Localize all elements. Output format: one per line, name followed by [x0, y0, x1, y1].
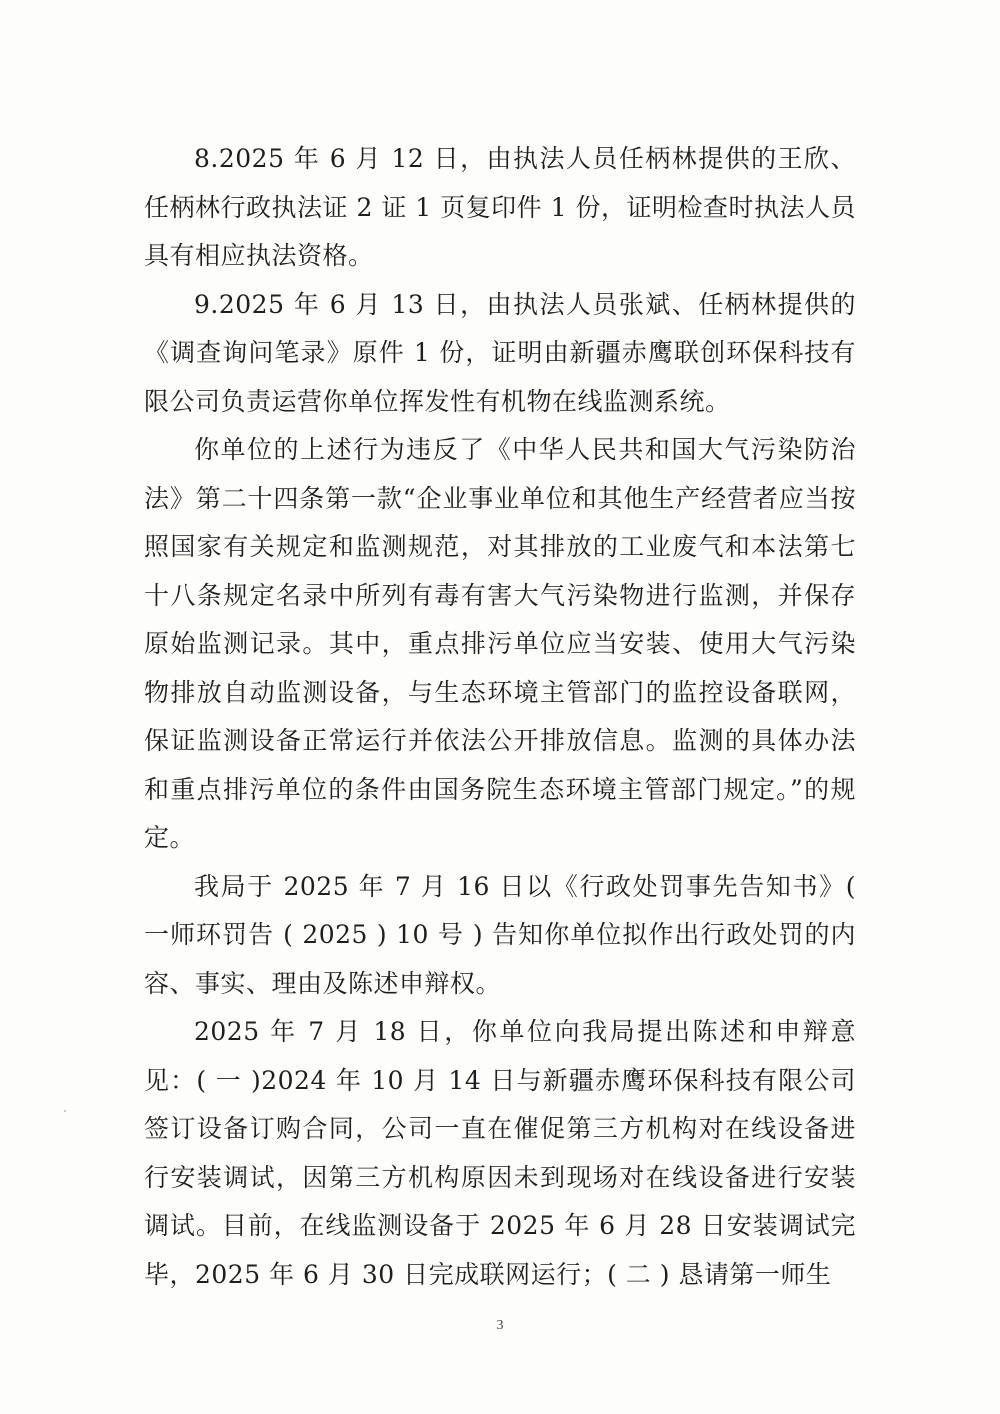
- paragraph-evidence-8: 8.2025 年 6 月 12 日，由执法人员任柄林提供的王欣、任柄林行政执法证 2 证 1 页复印件 1 份，证明检查时执法人员具有相应执法资格。: [144, 144, 856, 270]
- paragraph-evidence-9: 9.2025 年 6 月 13 日，由执法人员张斌、任柄林提供的《调查询问笔录》原件 1 份，证明由新疆赤鹰联创环保科技有限公司负责运营你单位挥发性有机物在线监测系统。: [144, 289, 856, 416]
- scan-speck: [64, 1110, 66, 1112]
- page-number: 3: [496, 1318, 504, 1333]
- paragraph-notice: 我局于 2025 年 7 月 16 日以《行政处罚事先告知书》( 一师环罚告 ( 2025 ) 10 号 ) 告知你单位拟作出行政处罚的内容、事实、理由及陈述申辩权。: [144, 871, 856, 998]
- paragraph-statement: 2025 年 7 月 18 日，你单位向我局提出陈述和申辩意见：( 一 )2024 年 10 月 14 日与新疆赤鹰环保科技有限公司签订设备订购合同，公司一直在催促第三方机构对在线设备进行安装调试，因第三方机构原因未到现场对在线设备进行安装调试。目前，在线监测设备于 2025 年 6 月 28 日安装调试完毕，2025 年 6 月 30 日完成联网运行；( 二 ) 恳请第一师生: [144, 1017, 856, 1289]
- paragraph-violation: 你单位的上述行为违反了《中华人民共和国大气污染防治法》第二十四条第一款“企业事业单位和其他生产经营者应当按照国家有关规定和监测规范，对其排放的工业废气和本法第七十八条规定名录中所列有毒有害大气污染物进行监测，并保存原始监测记录。其中，重点排污单位应当安装、使用大气污染物排放自动监测设备，与生态环境主管部门的监控设备联网，保证监测设备正常运行并依法公开排放信息。监测的具体办法和重点排污单位的条件由国务院生态环境主管部门规定。”的规定。: [144, 435, 856, 852]
- document-body: [144, 135, 856, 1299]
